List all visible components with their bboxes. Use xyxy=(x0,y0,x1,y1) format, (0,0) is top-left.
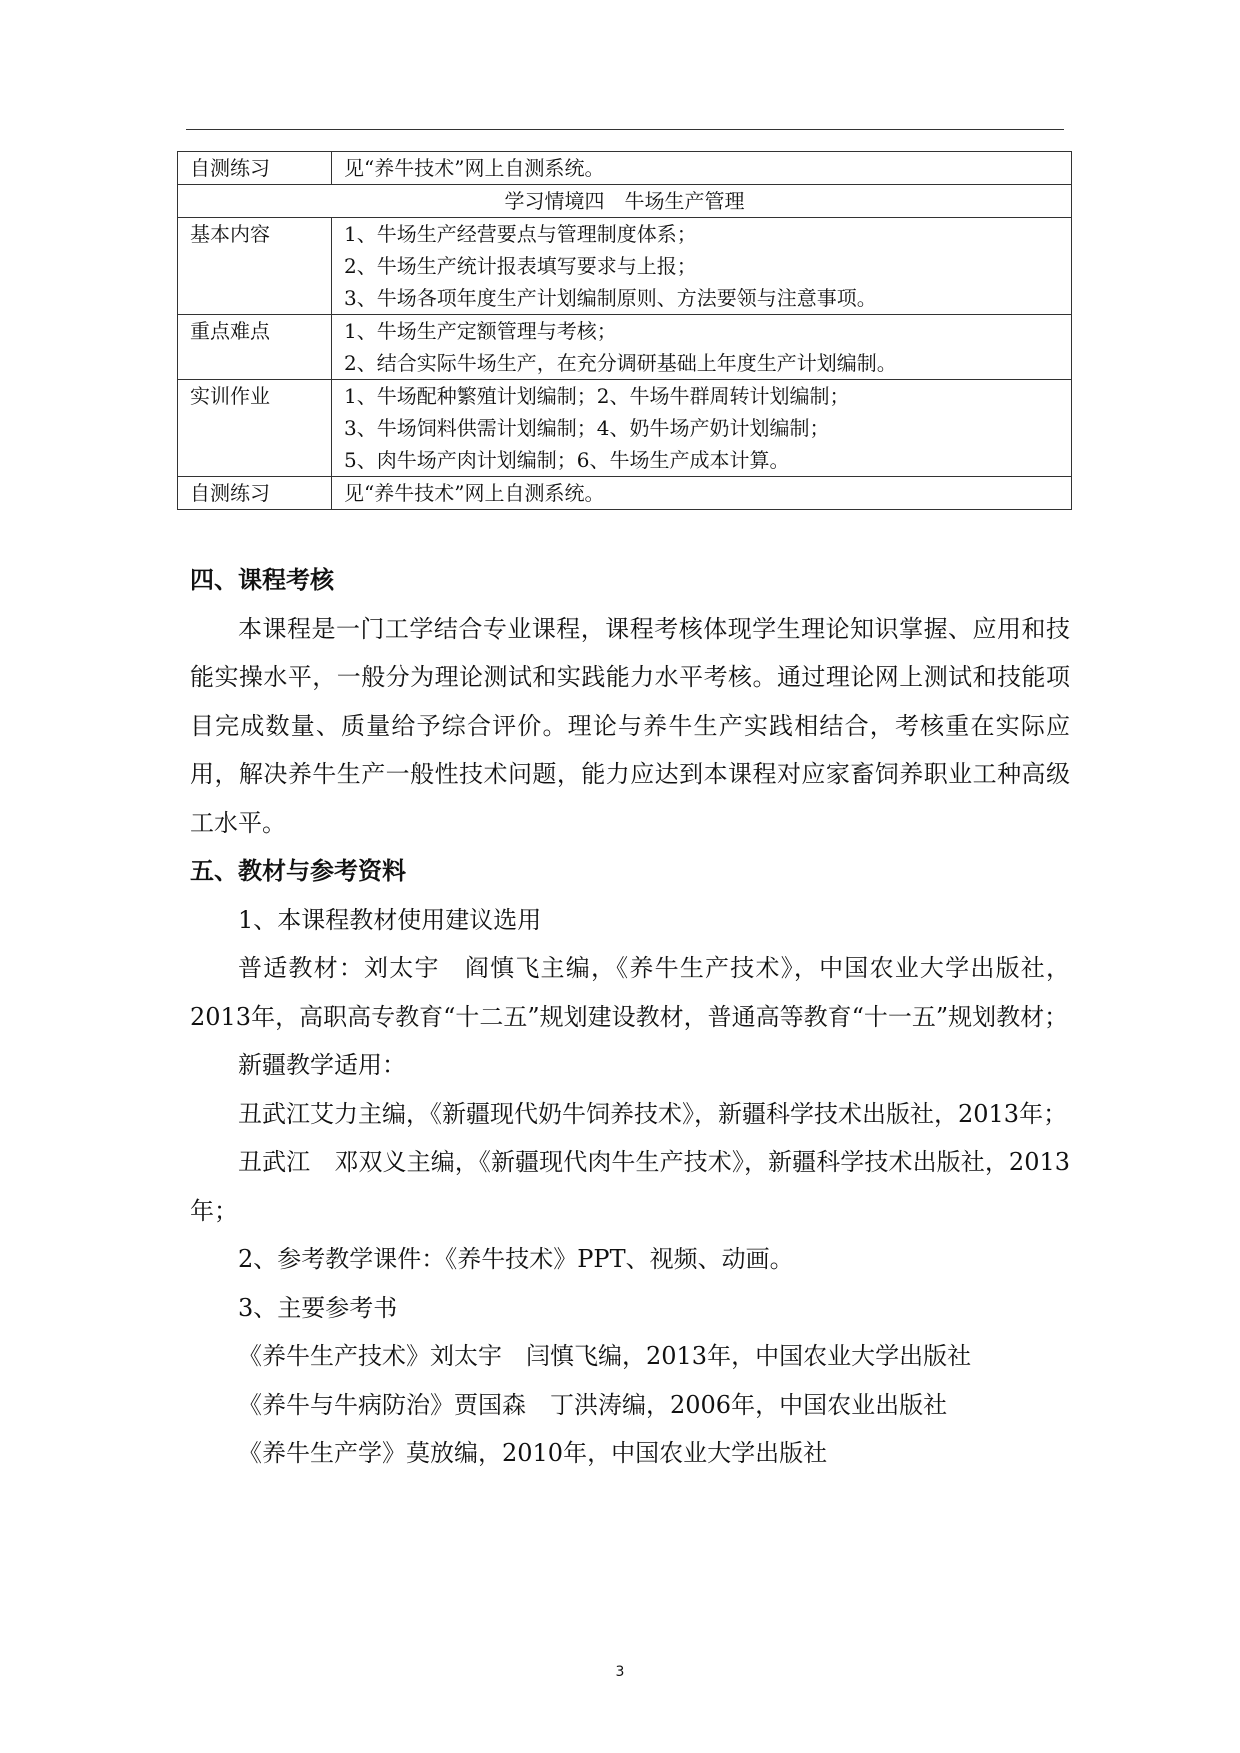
body-text xyxy=(190,556,1070,1478)
assessment-paragraph: 本课程是一门工学结合专业课程，课程考核体现学生理论知识掌握、应用和技能实操水平，一般分为理论测试和实践能力水平考核。通过理论网上测试和技能项目完成数量、质量给予综合评价。理论与养牛生产实践相结合，考核重在实际应用，解决养牛生产一般性技术问题，能力应达到本课程对应家畜饲养职业工种高级工水平。 xyxy=(190,614,1070,837)
xinjiang-book-1: 丑武江艾力主编，《新疆现代奶牛饲养技术》，新疆科学技术出版社，2013年； xyxy=(238,1099,1068,1128)
table-section-row xyxy=(178,185,1072,218)
xinjiang-book-2: 丑武江 邓双义主编，《新疆现代肉牛生产技术》，新疆科学技术出版社，2013年； xyxy=(190,1148,1070,1225)
xinjiang-label: 新疆教学适用： xyxy=(238,1051,406,1079)
textbook-item-title: 1、本课程教材使用建议选用 xyxy=(238,905,542,934)
course-content-table xyxy=(177,151,1072,510)
section-heading-assessment: 四、课程考核 xyxy=(190,565,334,594)
section-heading-materials: 五、教材与参考资料 xyxy=(190,856,406,885)
row-content-line: 2、结合实际牛场生产，在充分调研基础上年度生产计划编制。 xyxy=(344,351,897,375)
row-content-line: 1、牛场生产经营要点与管理制度体系； xyxy=(344,222,697,246)
row-content-line: 1、牛场生产定额管理与考核； xyxy=(344,319,617,343)
row-content-line: 见“养牛技术”网上自测系统。 xyxy=(344,481,605,505)
row-content-line: 见“养牛技术”网上自测系统。 xyxy=(344,156,605,180)
table-row xyxy=(178,380,1072,477)
row-label: 基本内容 xyxy=(178,218,332,315)
row-content xyxy=(332,380,1072,477)
page-number: 3 xyxy=(615,1664,625,1680)
table-row xyxy=(178,477,1072,510)
courseware-item: 2、参考教学课件：《养牛技术》PPT、视频、动画。 xyxy=(238,1245,794,1273)
row-content xyxy=(332,315,1072,380)
row-content-line: 5、肉牛场产肉计划编制；6、牛场生产成本计算。 xyxy=(344,448,790,472)
row-content xyxy=(332,218,1072,315)
table-row xyxy=(178,152,1072,185)
header-rule xyxy=(186,129,1064,130)
reference-book: 《养牛生产技术》刘太宇 闫慎飞编，2013年，中国农业大学出版社 xyxy=(238,1342,972,1370)
section-title: 学习情境四 牛场生产管理 xyxy=(178,185,1072,218)
row-label: 自测练习 xyxy=(178,152,332,185)
row-label: 自测练习 xyxy=(178,477,332,510)
row-label: 实训作业 xyxy=(178,380,332,477)
row-content xyxy=(332,152,1072,185)
row-content-line: 2、牛场生产统计报表填写要求与上报； xyxy=(344,254,697,278)
table-row xyxy=(178,315,1072,380)
reference-book: 《养牛生产学》莫放编，2010年，中国农业大学出版社 xyxy=(238,1439,828,1467)
reference-books-title: 3、主要参考书 xyxy=(238,1293,398,1322)
row-content-line: 1、牛场配种繁殖计划编制；2、牛场牛群周转计划编制； xyxy=(344,384,850,408)
reference-book: 《养牛与牛病防治》贾国森 丁洪涛编，2006年，中国农业出版社 xyxy=(238,1390,948,1419)
general-textbook: 普适教材：刘太宇 阎慎飞主编，《养牛生产技术》，中国农业大学出版社，2013年，高职高专教育“十二五”规划建设教材，普通高等教育“十一五”规划教材； xyxy=(190,954,1070,1031)
table-row xyxy=(178,218,1072,315)
row-content-line: 3、牛场饲料供需计划编制；4、奶牛场产奶计划编制； xyxy=(344,416,830,440)
row-label: 重点难点 xyxy=(178,315,332,380)
row-content-line: 3、牛场各项年度生产计划编制原则、方法要领与注意事项。 xyxy=(344,286,877,310)
row-content xyxy=(332,477,1072,510)
